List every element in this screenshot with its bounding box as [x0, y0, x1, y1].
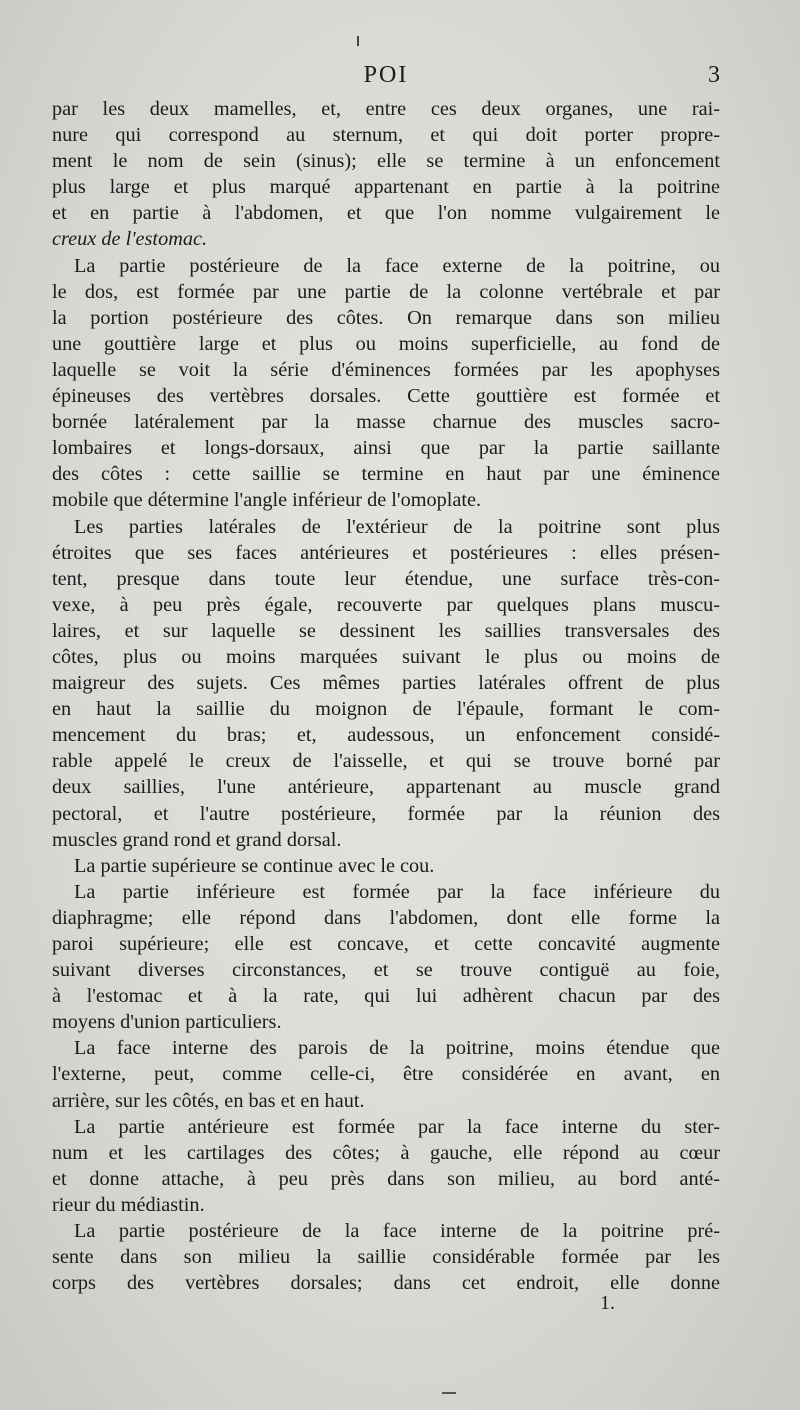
text-line: lombaires et longs-dorsaux, ainsi que par la partie saillante [52, 437, 720, 460]
text-line: La partie postérieure de la face externe de la poitrine, ou [74, 254, 720, 277]
text-line: deux saillies, l'une antérieure, appartenant au muscle grand [52, 776, 720, 799]
text-line: en haut la saillie du moignon de l'épaule, formant le com- [52, 698, 720, 721]
text-line: des côtes : cette saillie se termine en haut par une éminence [52, 463, 720, 486]
text-line: corps des vertèbres dorsales; dans cet endroit, elle donne [52, 1272, 720, 1295]
page-header [52, 62, 720, 92]
text-line: diaphragme; elle répond dans l'abdomen, dont elle forme la [52, 906, 720, 929]
text-line: ment le nom de sein (sinus); elle se termine à un enfoncement [52, 150, 720, 173]
text-line: et en partie à l'abdomen, et que l'on nomme vulgairement le [52, 202, 720, 225]
text-line: La partie supérieure se continue avec le cou. [74, 854, 435, 877]
text-line: Les parties latérales de l'extérieur de la poitrine sont plus [74, 515, 720, 538]
text-line: mobile que détermine l'angle inférieur de l'omoplate. [52, 489, 482, 512]
text-line: La partie antérieure est formée par la face interne du ster- [74, 1115, 720, 1138]
signature-mark: 1. [600, 1292, 615, 1314]
text-line: La partie postérieure de la face interne de la poitrine pré- [74, 1220, 720, 1243]
text-line: sente dans son milieu la saillie considérable formée par les [52, 1246, 720, 1269]
margin-mark [357, 36, 359, 46]
text-line: côtes, plus ou moins marquées suivant le plus ou moins de [52, 645, 720, 668]
text-line: pectoral, et l'autre postérieure, formée par la réunion des [52, 802, 720, 825]
text-line: La partie inférieure est formée par la face inférieure du [74, 880, 720, 903]
text-line: muscles grand rond et grand dorsal. [52, 828, 342, 851]
text-line: arrière, sur les côtés, en bas et en haut. [52, 1089, 365, 1112]
text-line: et donne attache, à peu près dans son milieu, au bord anté- [52, 1167, 720, 1190]
text-line: étroites que ses faces antérieures et postérieures : elles présen- [52, 541, 720, 564]
text-line: la portion postérieure des côtes. On remarque dans son milieu [52, 306, 720, 329]
text-line: bornée latéralement par la masse charnue des muscles sacro- [52, 411, 720, 434]
text-line: par les deux mamelles, et, entre ces deux organes, une rai- [52, 98, 720, 120]
text-line: moyens d'union particuliers. [52, 1011, 282, 1034]
text-line: à l'estomac et à la rate, qui lui adhèrent chacun par des [52, 985, 720, 1008]
body-text [52, 96, 720, 1296]
text-line: laquelle se voit la série d'éminences formées par les apophyses [52, 358, 720, 381]
page-number: 3 [708, 62, 720, 88]
text-line: l'externe, peut, comme celle-ci, être considérée en avant, en [52, 1063, 720, 1086]
text-line: paroi supérieure; elle est concave, et cette concavité augmente [52, 933, 720, 955]
running-head: POI [363, 62, 409, 88]
text-line: La face interne des parois de la poitrine, moins étendue que [74, 1037, 720, 1060]
text-line: tent, presque dans toute leur étendue, une surface très-con- [52, 567, 720, 590]
text-line: plus large et plus marqué appartenant en partie à la poitrine [52, 176, 720, 199]
text-line: num et les cartilages des côtes; à gauche, elle répond au cœur [52, 1141, 720, 1164]
text-line: vexe, à peu près égale, recouverte par quelques plans muscu- [52, 593, 720, 616]
margin-mark [442, 1392, 456, 1394]
text-line: rable appelé le creux de l'aisselle, et qui se trouve borné par [52, 750, 720, 773]
text-line: le dos, est formée par une partie de la colonne vertébrale et par [52, 280, 720, 303]
text-line: suivant diverses circonstances, et se trouve contiguë au foie, [52, 959, 720, 982]
text-line: rieur du médiastin. [52, 1193, 205, 1216]
text-line: une gouttière large et plus ou moins superficielle, au fond de [52, 332, 720, 355]
text-line: creux de l'estomac. [52, 228, 208, 251]
text-line: nure qui correspond au sternum, et qui doit porter propre- [52, 124, 720, 147]
text-line: maigreur des sujets. Ces mêmes parties latérales offrent de plus [52, 672, 720, 695]
text-line: mencement du bras; et, audessous, un enfoncement considé- [52, 724, 720, 747]
text-line: laires, et sur laquelle se dessinent les saillies transversales des [52, 619, 720, 642]
text-line: épineuses des vertèbres dorsales. Cette gouttière est formée et [52, 385, 720, 408]
